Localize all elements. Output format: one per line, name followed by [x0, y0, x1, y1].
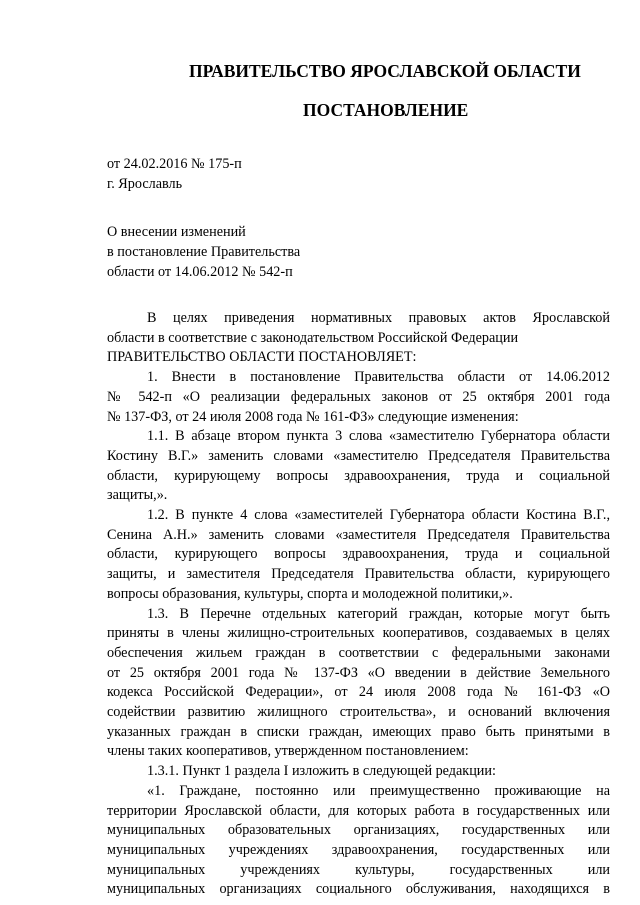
text-line: указанных граждан в списки граждан, имеющих право быть принятыми в: [107, 723, 610, 740]
text-line: защиты,».: [107, 487, 168, 504]
item-1-3-1-paragraph: [107, 762, 610, 782]
text-line: защиты, и заместителя Председателя Правительства области, курирующего: [107, 566, 610, 583]
item-1-2-paragraph: [107, 506, 610, 605]
text-line: члены таких кооперативов, утвержденном постановлением:: [107, 743, 469, 760]
preamble-paragraph: [107, 309, 610, 368]
text-line: № 542-п «О реализации федеральных законов от 25 октября 2001 года: [107, 388, 610, 405]
quoted-paragraph: [107, 782, 610, 900]
text-line: ПРАВИТЕЛЬСТВО ОБЛАСТИ ПОСТАНОВЛЯЕТ:: [107, 349, 417, 366]
text-line: содействии развитию жилищного строительства», и оснований включения: [107, 704, 610, 721]
text-line: приняты в члены жилищно-строительных кооперативов, создаваемых в целях: [107, 625, 610, 642]
subject-line: области от 14.06.2012 № 542-п: [107, 264, 293, 280]
document-meta: [107, 154, 242, 194]
text-line: В целях приведения нормативных правовых актов Ярославской: [147, 310, 610, 326]
text-line: Костину В.Г.» заменить словами «заместителю Председателя Правительства: [107, 447, 610, 464]
text-line: области в соответствие с законодательством Российской Федерации: [107, 329, 519, 346]
document-subject: [107, 222, 300, 282]
text-line: 1.3. В Перечне отдельных категорий граждан, которые могут быть: [147, 605, 610, 622]
item-1-paragraph: [107, 368, 610, 427]
date-number: от 24.02.2016 № 175-п: [107, 156, 242, 172]
city: г. Ярославль: [107, 176, 183, 192]
text-line: области, курирующему вопросы здравоохранения, труда и социальной: [107, 467, 610, 484]
item-1-3-paragraph: [107, 605, 610, 763]
text-line: от 25 октября 2001 года № 137-ФЗ «О введении в действие Земельного: [107, 664, 610, 681]
text-line: Сенина А.Н.» заменить словами «заместителя Председателя Правительства: [107, 526, 610, 543]
text-line: кодекса Российской Федерации», от 24 июля 2008 года № 161-ФЗ «О: [107, 684, 610, 701]
text-line: муниципальных образовательных организациях, государственных или: [107, 822, 610, 839]
text-line: 1. Внести в постановление Правительства области от 14.06.2012: [147, 369, 610, 386]
document-type-heading: ПОСТАНОВЛЕНИЕ: [303, 100, 469, 120]
text-line: муниципальных учреждениях культуры, государственных или: [107, 861, 610, 878]
document-body: [107, 309, 610, 900]
text-line: № 137-ФЗ, от 24 июля 2008 года № 161-ФЗ» следующие изменения:: [107, 408, 519, 425]
text-line: 1.3.1. Пункт 1 раздела I изложить в следующей редакции:: [147, 763, 496, 780]
text-line: 1.1. В абзаце втором пункта 3 слова «заместителю Губернатора области: [147, 428, 610, 445]
organization-heading: ПРАВИТЕЛЬСТВО ЯРОСЛАВСКОЙ ОБЛАСТИ: [189, 61, 581, 81]
text-line: «1. Граждане, постоянно или преимущественно проживающие на: [147, 782, 610, 799]
subject-line: в постановление Правительства: [107, 244, 301, 260]
text-line: обеспечения жильем граждан в соответствии с федеральными законами: [107, 644, 610, 661]
subject-line: О внесении изменений: [107, 224, 246, 240]
text-line: муниципальных организациях социального обслуживания, находящихся в: [107, 881, 610, 898]
item-1-1-paragraph: [107, 427, 610, 506]
text-line: муниципальных учреждениях здравоохранения, государственных или: [107, 841, 610, 858]
text-line: области, курирующего вопросы здравоохранения, труда и социальной: [107, 546, 610, 563]
text-line: вопросы образования, культуры, спорта и молодежной политики,».: [107, 585, 513, 602]
text-line: 1.2. В пункте 4 слова «заместителей Губернатора области Костина В.Г.,: [147, 507, 610, 524]
text-line: территории Ярославской области, для которых работа в государственных или: [107, 802, 610, 819]
